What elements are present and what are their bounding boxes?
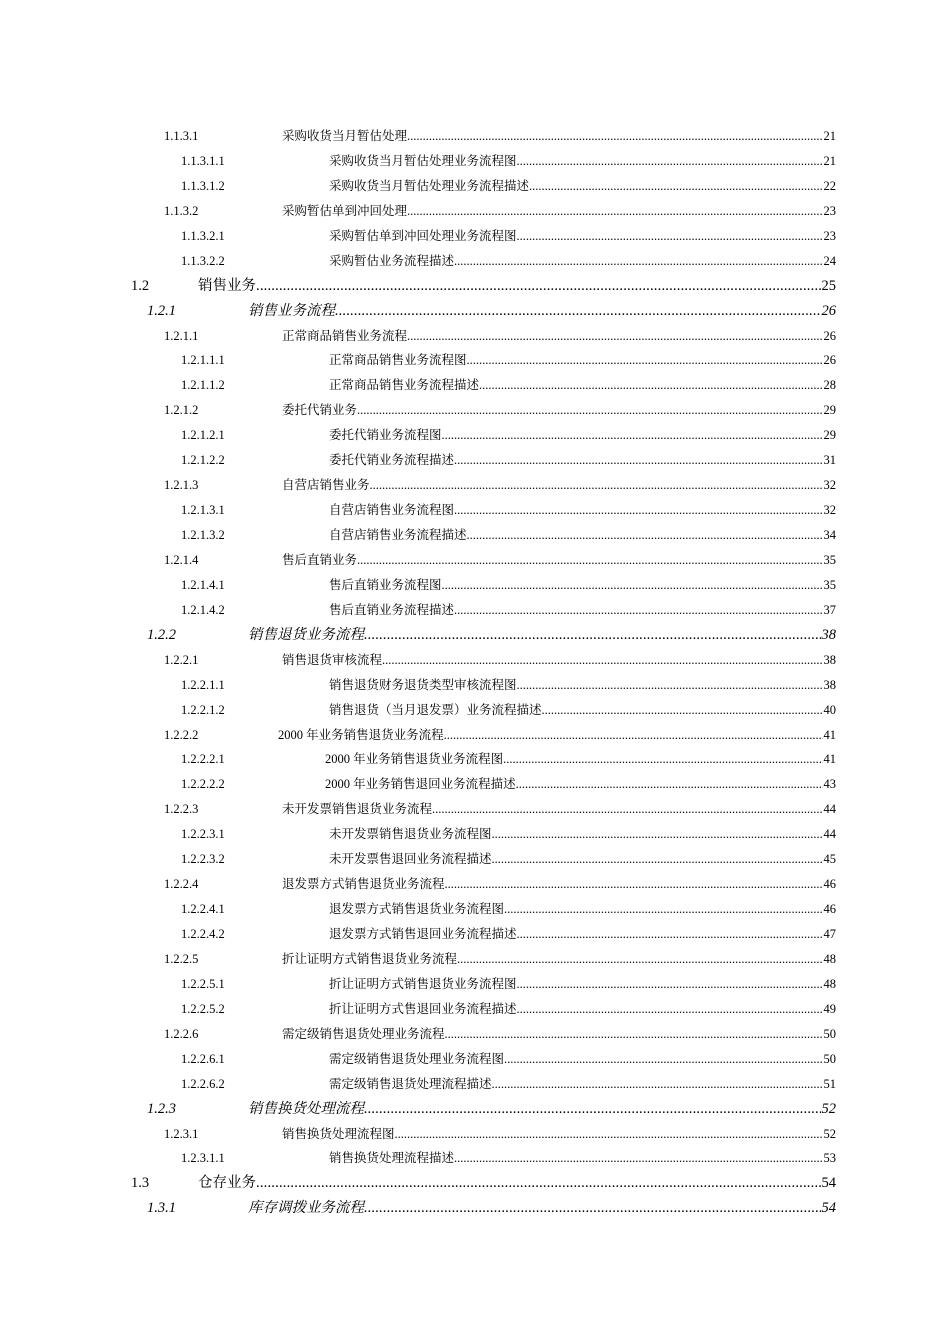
toc-entry-level-5[interactable] [0, 822, 950, 847]
toc-entry-title: 退发票方式销售退货业务流程 [282, 877, 445, 892]
toc-entry-title-line [282, 199, 836, 224]
toc-entry-page-number: 41 [823, 747, 837, 772]
toc-entry-page-number: 44 [823, 822, 837, 847]
toc-entry-title-line [282, 947, 836, 972]
toc-dot-leader [492, 822, 836, 847]
toc-entry-title-line [329, 149, 836, 174]
toc-entry-page-number: 37 [823, 598, 837, 623]
toc-dot-leader [357, 548, 836, 573]
toc-dot-leader [454, 448, 836, 473]
toc-entry-level-4[interactable] [0, 473, 950, 498]
toc-entry-level-5[interactable] [0, 423, 950, 448]
toc-dot-leader [445, 872, 836, 897]
toc-entry-title-line [329, 373, 836, 398]
toc-entry-level-5[interactable] [0, 573, 950, 598]
toc-entry-level-2[interactable] [0, 274, 950, 299]
toc-entry-title-line [248, 299, 836, 324]
toc-entry-page-number: 23 [823, 224, 837, 249]
toc-entry-page-number: 41 [823, 723, 837, 748]
toc-entry-title: 需定级销售退货处理流程描述 [329, 1076, 492, 1091]
toc-entry-page-number: 49 [823, 997, 837, 1022]
toc-entry-title-line [329, 922, 836, 947]
toc-entry-title-line [329, 847, 836, 872]
toc-entry-page-number: 32 [823, 498, 837, 523]
toc-entry-title-line [248, 1097, 836, 1122]
toc-entry-page-number: 38 [823, 648, 837, 673]
toc-entry-page-number: 32 [823, 473, 837, 498]
toc-dot-leader [335, 299, 836, 324]
toc-entry-title: 正常商品销售业务流程描述 [329, 378, 480, 393]
toc-entry-number: 1.2.1.3.2 [181, 528, 225, 542]
toc-entry-page-number: 26 [821, 299, 837, 324]
toc-entry-page-number: 52 [823, 1122, 837, 1147]
toc-dot-leader [432, 797, 836, 822]
toc-entry-page-number: 29 [823, 423, 837, 448]
toc-entry-page-number: 52 [821, 1097, 837, 1122]
toc-entry-page-number: 48 [823, 972, 837, 997]
toc-dot-leader [407, 324, 836, 349]
toc-entry-number: 1.2.2.1.2 [181, 702, 225, 717]
toc-entry-number: 1.2.2.5.2 [181, 1001, 225, 1016]
toc-dot-leader [517, 922, 836, 947]
toc-dot-leader [364, 1196, 836, 1221]
toc-entry-page-number: 45 [823, 847, 837, 872]
toc-entry-page-number: 21 [823, 124, 837, 149]
toc-dot-leader [442, 423, 836, 448]
toc-entry-page-number: 23 [823, 199, 837, 224]
toc-entry-number: 1.2.1.2 [164, 403, 199, 418]
toc-dot-leader [517, 997, 836, 1022]
toc-dot-leader [492, 847, 836, 872]
toc-entry-title: 采购收货当月暂估处理业务流程描述 [329, 178, 530, 193]
toc-entry-title-line [282, 124, 836, 149]
toc-entry-page-number: 54 [821, 1196, 837, 1221]
toc-dot-leader [370, 473, 836, 498]
toc-entry-title-line [329, 348, 836, 373]
toc-entry-level-3[interactable] [0, 1196, 950, 1221]
toc-entry-title-line [282, 324, 836, 349]
toc-entry-title: 采购收货当月暂估处理 [282, 129, 408, 143]
toc-entry-title-line [198, 274, 836, 299]
toc-entry-title-line [278, 723, 836, 748]
toc-entry-level-5[interactable] [0, 673, 950, 698]
toc-dot-leader [256, 274, 836, 299]
toc-dot-leader [517, 673, 836, 698]
toc-entry-page-number: 50 [823, 1022, 837, 1047]
toc-entry-level-2[interactable] [0, 1171, 950, 1196]
toc-entry-title: 正常商品销售业务流程图 [329, 353, 467, 368]
toc-dot-leader [454, 1146, 836, 1171]
toc-dot-leader [382, 648, 836, 673]
toc-entry-title: 折让证明方式售退回业务流程描述 [329, 1001, 517, 1016]
toc-entry-number: 1.2.3.1 [164, 1126, 199, 1141]
toc-entry-page-number: 29 [823, 398, 837, 423]
toc-dot-leader [467, 523, 836, 548]
toc-entry-title-line [248, 1196, 836, 1221]
toc-entry-title-line [329, 523, 836, 548]
toc-entry-number: 1.2.2.6.2 [181, 1076, 225, 1091]
toc-dot-leader [454, 498, 836, 523]
toc-entry-number: 1.2.2.4 [164, 877, 199, 892]
toc-entry-level-5[interactable] [0, 772, 950, 797]
toc-entry-level-4[interactable] [0, 797, 950, 822]
toc-entry-title: 需定级销售退货处理业务流程 [282, 1026, 445, 1041]
toc-entry-level-5[interactable] [0, 847, 950, 872]
toc-entry-level-5[interactable] [0, 348, 950, 373]
toc-entry-number: 1.2.1 [147, 302, 176, 319]
toc-entry-level-4[interactable] [0, 723, 950, 748]
toc-entry-title: 自营店销售业务流程图 [329, 503, 455, 518]
toc-entry-title-line [282, 548, 836, 573]
toc-dot-leader [504, 1047, 836, 1072]
toc-entry-title: 采购暂估单到冲回处理 [282, 203, 408, 218]
toc-entry-title: 需定级销售退货处理业务流程图 [329, 1051, 505, 1066]
toc-dot-leader [504, 897, 836, 922]
toc-entry-number: 1.3.1 [147, 1200, 176, 1217]
toc-entry-level-5[interactable] [0, 598, 950, 623]
toc-dot-leader [357, 398, 836, 423]
toc-entry-page-number: 21 [823, 149, 837, 174]
toc-entry-number: 1.2.2.3.2 [181, 852, 225, 867]
toc-entry-page-number: 46 [823, 897, 837, 922]
toc-entry-level-5[interactable] [0, 448, 950, 473]
toc-entry-number: 1.2.3 [147, 1100, 176, 1117]
toc-entry-title: 委托代销业务流程图 [329, 428, 442, 443]
toc-entry-level-4[interactable] [0, 648, 950, 673]
toc-entry-number: 1.2.1.3.1 [181, 503, 225, 518]
toc-entry-level-4[interactable] [0, 872, 950, 897]
toc-dot-leader [444, 723, 836, 748]
toc-entry-title: 折让证明方式销售退货业务流程图 [329, 976, 517, 991]
toc-dot-leader [445, 1022, 836, 1047]
toc-entry-title: 未开发票售退回业务流程描述 [329, 852, 492, 867]
toc-entry-level-3[interactable] [0, 1097, 950, 1122]
toc-entry-title: 退发票方式销售退货业务流程图 [329, 902, 505, 917]
toc-entry-level-4[interactable] [0, 1122, 950, 1147]
toc-entry-title-line [329, 448, 836, 473]
toc-entry-page-number: 38 [823, 673, 837, 698]
toc-entry-title-line [329, 972, 836, 997]
toc-entry-number: 1.2.1.2.1 [181, 428, 225, 443]
toc-entry-number: 1.2.1.1 [164, 328, 199, 343]
toc-dot-leader [517, 149, 836, 174]
toc-entry-page-number: 38 [821, 623, 837, 648]
toc-entry-title-line [329, 997, 836, 1022]
toc-entry-page-number: 25 [821, 274, 837, 299]
toc-entry-number: 1.1.3.2.1 [181, 228, 225, 243]
toc-entry-title: 销售退货（当月退发票）业务流程描述 [329, 702, 542, 717]
toc-entry-number: 1.2.2.3 [164, 802, 199, 817]
toc-entry-page-number: 44 [823, 797, 837, 822]
toc-dot-leader [529, 174, 836, 199]
toc-entry-title-line [329, 1146, 836, 1171]
toc-dot-leader [492, 1072, 836, 1097]
toc-entry-title: 正常商品销售业务流程 [282, 328, 408, 343]
toc-entry-level-4[interactable] [0, 1022, 950, 1047]
toc-dot-leader [454, 249, 836, 274]
toc-dot-leader [407, 199, 836, 224]
toc-entry-level-5[interactable] [0, 972, 950, 997]
toc-entry-number: 1.2.2.2.2 [181, 777, 225, 792]
toc-dot-leader [454, 598, 836, 623]
toc-entry-title-line [282, 872, 836, 897]
toc-entry-title-line [329, 573, 836, 598]
toc-entry-number: 1.1.3.2 [164, 203, 199, 218]
toc-entry-number: 1.2.2.6 [164, 1026, 199, 1041]
toc-entry-title: 采购收货当月暂估处理业务流程图 [329, 153, 517, 168]
toc-entry-title-line [329, 598, 836, 623]
toc-entry-title-line [325, 772, 836, 797]
toc-entry-level-3[interactable] [0, 299, 950, 324]
toc-entry-page-number: 50 [823, 1047, 837, 1072]
toc-entry-title-line [282, 648, 836, 673]
toc-entry-level-4[interactable] [0, 199, 950, 224]
toc-entry-number: 1.2.2.5.1 [181, 976, 225, 991]
toc-entry-title: 自营店销售业务 [282, 478, 370, 493]
toc-entry-title: 销售退货业务流程 [248, 626, 364, 643]
toc-entry-title: 销售换货处理流程图 [282, 1126, 395, 1141]
toc-entry-number: 1.2.1.4.1 [181, 577, 225, 592]
toc-entry-level-5[interactable] [0, 1047, 950, 1072]
toc-entry-page-number: 54 [821, 1171, 837, 1196]
toc-entry-title-line [329, 224, 836, 249]
toc-entry-number: 1.2.2.4.1 [181, 902, 225, 917]
toc-entry-number: 1.2.2.4.2 [181, 927, 225, 941]
toc-entry-number: 1.2.1.1.1 [181, 353, 225, 368]
toc-entry-page-number: 51 [823, 1072, 837, 1097]
toc-entry-page-number: 53 [823, 1146, 837, 1171]
toc-entry-level-5[interactable] [0, 1146, 950, 1171]
toc-entry-level-5[interactable] [0, 922, 950, 947]
toc-entry-page-number: 26 [823, 324, 837, 349]
toc-entry-title: 折让证明方式销售退货业务流程 [282, 951, 458, 966]
toc-entry-level-5[interactable] [0, 897, 950, 922]
toc-entry-title: 销售退货财务退货类型审核流程图 [329, 677, 517, 692]
toc-dot-leader [407, 124, 836, 149]
table-of-contents [0, 124, 950, 1221]
toc-entry-title-line [282, 398, 836, 423]
toc-entry-title: 售后直销业务流程描述 [329, 602, 455, 617]
toc-entry-title-line [325, 747, 836, 772]
toc-dot-leader [395, 1122, 836, 1147]
toc-entry-title: 销售退货审核流程 [282, 652, 383, 667]
toc-entry-title: 2000 年业务销售退货业务流程图 [325, 752, 504, 767]
toc-entry-title: 销售换货处理流程 [248, 1100, 364, 1117]
toc-entry-number: 1.2.1.1.2 [181, 378, 225, 393]
toc-entry-title-line [329, 822, 836, 847]
toc-entry-level-5[interactable] [0, 747, 950, 772]
toc-dot-leader [467, 348, 836, 373]
toc-entry-page-number: 28 [823, 373, 837, 398]
toc-entry-page-number: 47 [823, 922, 837, 947]
toc-entry-level-5[interactable] [0, 149, 950, 174]
toc-entry-number: 1.2.2.1 [164, 652, 199, 667]
toc-entry-title-line [282, 1022, 836, 1047]
toc-entry-page-number: 48 [823, 947, 837, 972]
toc-entry-page-number: 26 [823, 348, 837, 373]
toc-entry-title-line [329, 673, 836, 698]
toc-entry-title-line [329, 249, 836, 274]
toc-dot-leader [517, 224, 836, 249]
toc-entry-level-5[interactable] [0, 698, 950, 723]
toc-entry-number: 1.2.1.2.2 [181, 453, 225, 468]
toc-entry-title: 采购暂估单到冲回处理业务流程图 [329, 228, 517, 243]
toc-dot-leader [516, 772, 836, 797]
toc-entry-page-number: 24 [823, 249, 837, 274]
toc-entry-title-line [329, 1072, 836, 1097]
toc-entry-level-5[interactable] [0, 498, 950, 523]
toc-entry-title: 仓存业务 [198, 1175, 256, 1192]
toc-entry-number: 1.2.1.3 [164, 478, 199, 493]
toc-entry-number: 1.1.3.1.2 [181, 178, 225, 193]
toc-entry-number: 1.2.1.4 [164, 552, 199, 567]
toc-entry-title: 委托代销业务 [282, 403, 358, 418]
toc-entry-page-number: 31 [823, 448, 837, 473]
toc-entry-title: 销售换货处理流程描述 [329, 1151, 455, 1166]
toc-entry-level-5[interactable] [0, 224, 950, 249]
toc-entry-page-number: 22 [823, 174, 837, 199]
toc-entry-number: 1.2.2 [147, 626, 176, 643]
toc-entry-level-4[interactable] [0, 398, 950, 423]
toc-entry-page-number: 43 [823, 772, 837, 797]
toc-dot-leader [364, 1097, 836, 1122]
toc-entry-title-line [329, 423, 836, 448]
toc-entry-number: 1.1.3.1.1 [181, 153, 225, 168]
toc-entry-title: 销售业务流程 [248, 302, 335, 319]
toc-entry-title-line [282, 473, 836, 498]
toc-entry-number: 1.2.2.1.1 [181, 677, 225, 692]
toc-dot-leader [442, 573, 836, 598]
toc-entry-level-5[interactable] [0, 249, 950, 274]
toc-entry-number: 1.2.2.3.1 [181, 827, 225, 842]
toc-entry-title-line [329, 498, 836, 523]
toc-entry-level-5[interactable] [0, 523, 950, 548]
toc-entry-title-line [248, 623, 836, 648]
toc-entry-level-5[interactable] [0, 373, 950, 398]
toc-entry-title: 2000 年业务销售退回业务流程描述 [325, 777, 516, 792]
toc-entry-number: 1.1.3.2.2 [181, 253, 225, 268]
toc-entry-number: 1.1.3.1 [164, 129, 199, 143]
toc-entry-title: 库存调拨业务流程 [248, 1200, 364, 1217]
toc-entry-title-line [329, 698, 836, 723]
toc-entry-title: 售后直销业务流程图 [329, 577, 442, 592]
toc-entry-title: 退发票方式销售退回业务流程描述 [329, 927, 517, 941]
toc-entry-title-line [329, 174, 836, 199]
toc-entry-title: 委托代销业务流程描述 [329, 453, 455, 468]
toc-dot-leader [256, 1171, 836, 1196]
toc-dot-leader [364, 623, 836, 648]
toc-entry-level-4[interactable] [0, 324, 950, 349]
toc-entry-level-5[interactable] [0, 174, 950, 199]
toc-entry-title: 2000 年业务销售退货业务流程 [278, 727, 444, 742]
toc-dot-leader [457, 947, 836, 972]
toc-entry-number: 1.3 [131, 1175, 150, 1192]
toc-entry-level-4[interactable] [0, 548, 950, 573]
toc-entry-title: 未开发票销售退货业务流程 [282, 802, 433, 817]
toc-entry-number: 1.2.2.6.1 [181, 1051, 225, 1066]
toc-entry-number: 1.2.2.2.1 [181, 752, 225, 767]
toc-entry-number: 1.2.3.1.1 [181, 1151, 225, 1166]
toc-entry-title-line [198, 1171, 836, 1196]
toc-entry-level-5[interactable] [0, 997, 950, 1022]
toc-entry-title: 未开发票销售退货业务流程图 [329, 827, 492, 842]
toc-entry-page-number: 34 [823, 523, 837, 548]
toc-dot-leader [503, 747, 836, 772]
toc-entry-level-4[interactable] [0, 124, 950, 149]
toc-dot-leader [517, 972, 836, 997]
toc-entry-page-number: 40 [823, 698, 837, 723]
toc-entry-number: 1.2 [131, 277, 150, 294]
toc-entry-title: 销售业务 [198, 277, 256, 294]
toc-entry-title-line [282, 1122, 836, 1147]
toc-entry-number: 1.2.2.2 [164, 727, 199, 742]
toc-entry-number: 1.2.1.4.2 [181, 602, 225, 617]
toc-entry-title: 售后直销业务 [282, 552, 358, 567]
toc-dot-leader [542, 698, 836, 723]
toc-entry-page-number: 35 [823, 573, 837, 598]
toc-entry-level-5[interactable] [0, 1072, 950, 1097]
toc-entry-number: 1.2.2.5 [164, 951, 199, 966]
toc-entry-title: 采购暂估业务流程描述 [329, 253, 455, 268]
toc-entry-level-4[interactable] [0, 947, 950, 972]
toc-entry-title: 自营店销售业务流程描述 [329, 528, 467, 542]
toc-dot-leader [479, 373, 836, 398]
toc-entry-level-3[interactable] [0, 623, 950, 648]
toc-entry-page-number: 46 [823, 872, 837, 897]
toc-entry-title-line [329, 1047, 836, 1072]
toc-entry-page-number: 35 [823, 548, 837, 573]
toc-entry-title-line [282, 797, 836, 822]
toc-entry-title-line [329, 897, 836, 922]
